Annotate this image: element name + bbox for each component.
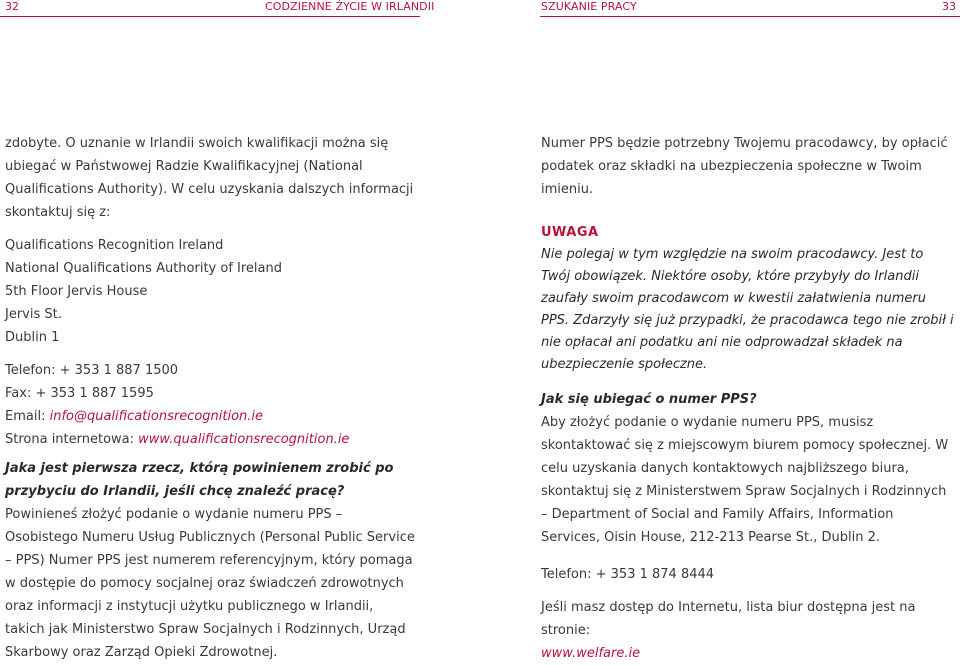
email-link[interactable]: info@qualificationsrecognition.ie — [49, 409, 264, 424]
running-title-left: CODZIENNE ŻYCIE W IRLANDII — [265, 0, 435, 13]
answer-paragraph: Aby złożyć podanie o wydanie numeru PPS, musisz skontaktować się z miejscowym biurem pomocy społecznej. W celu uzyskania danych kontaktowych najbliższego biura, skontaktuj się z Ministerstwem Spraw Socjalnych i Rodzinnych – Department of Social and Family Affairs, Information Services, Oisin House, 212-213 Pearse St., Dublin 2. — [541, 415, 949, 545]
address-block — [5, 234, 417, 349]
email-label: Email: — [5, 409, 50, 424]
page-number-right: 33 — [942, 0, 956, 13]
question-heading: Jak się ubiegać o numer PPS? — [541, 392, 757, 407]
website-link[interactable]: www.qualificationsrecognition.ie — [138, 432, 350, 447]
address-line: National Qualifications Authority of Ireland — [5, 261, 282, 276]
answer-paragraph: Powinieneś złożyć podanie o wydanie numeru PPS – Osobistego Numeru Usług Publicznych (Personal Public Service – PPS) Numer PPS jest numerem referencyjnym, który pomaga w dostępie do pomocy socjalnej oraz świadczeń zdrowotnych oraz informacji z instytucji użytku publicznego w Irlandii, takich jak Ministerstwo Spraw Socjalnych i Rodzinnych, Urząd Skarbowy oraz Zarząd Opieki Zdrowotnej. — [5, 507, 415, 660]
address-line: Qualifications Recognition Ireland — [5, 238, 224, 253]
warning-title: UWAGA — [541, 225, 599, 240]
address-line: 5th Floor Jervis House — [5, 284, 148, 299]
header-rule-left — [0, 16, 420, 17]
website-line — [5, 428, 417, 451]
address-line: Dublin 1 — [5, 330, 60, 345]
running-title-right: SZUKANIE PRACY — [541, 0, 637, 13]
welfare-link[interactable]: www.welfare.ie — [541, 646, 641, 661]
internet-text: Jeśli masz dostęp do Internetu, lista biur dostępna jest na stronie: — [541, 600, 916, 638]
intro-paragraph: Numer PPS będzie potrzebny Twojemu pracodawcy, by opłacić podatek oraz składki na ubezpieczenia społeczne w Twoim imieniu. — [541, 136, 948, 197]
address-line: Jervis St. — [5, 307, 62, 322]
header-rule-right — [540, 16, 960, 17]
page-number-left: 32 — [5, 0, 19, 13]
question-heading: Jaka jest pierwsza rzecz, którą powinienem zrobić po przybyciu do Irlandii, jeśli chcę znaleźć pracę? — [5, 461, 394, 499]
left-column — [5, 132, 417, 664]
phone-line: Telefon: + 353 1 874 8444 — [541, 567, 715, 582]
website-label: Strona internetowa: — [5, 432, 139, 447]
right-column — [541, 132, 955, 665]
intro-paragraph: zdobyte. O uznanie w Irlandii swoich kwalifikacji można się ubiegać w Państwowej Radzie Kwalifikacyjnej (National Qualifications Authority). W celu uzyskania dalszych informacji skontaktuj się z: — [5, 136, 414, 220]
phone-line: Telefon: + 353 1 887 1500 — [5, 363, 179, 378]
fax-line: Fax: + 353 1 887 1595 — [5, 386, 154, 401]
email-line — [5, 405, 417, 428]
warning-text: Nie polegaj w tym względzie na swoim pracodawcy. Jest to Twój obowiązek. Niektóre osoby, które przybyły do Irlandii zaufały swoim pracodawcom w kwestii załatwienia numeru PPS. Zdarzyły się już przypadki, że pracodawca tego nie zrobił i nie opłacał ani podatku ani nie odprowadzał składek na ubezpieczenie społeczne. — [541, 247, 954, 372]
